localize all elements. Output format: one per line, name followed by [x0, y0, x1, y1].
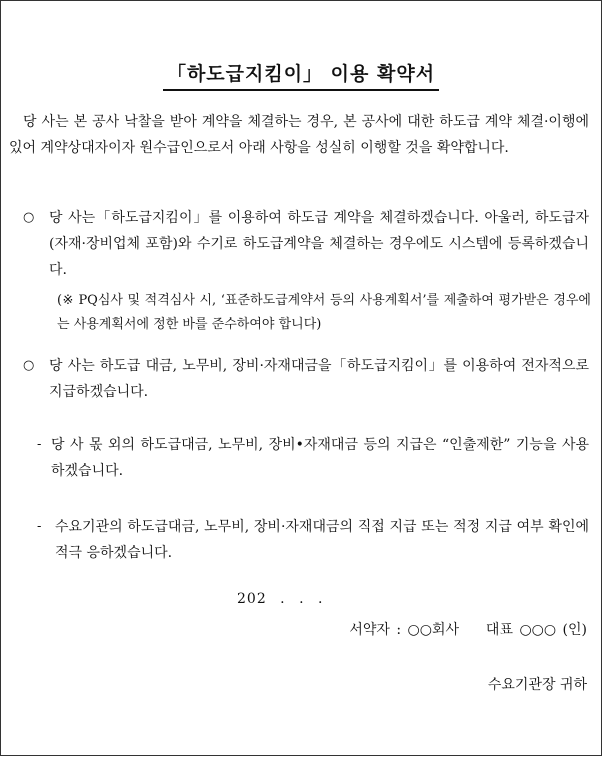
- dash-bullet-icon: -: [37, 437, 42, 452]
- pledge-item-1-note: (※ PQ심사 및 적격심사 시, ‘표준하도급계약서 등의 사용계획서’를 제출하여 평가받은 경우에는 사용계획서에 정한 바를 준수하여야 합니다): [57, 293, 591, 332]
- pledge-subitem-1: [37, 432, 589, 484]
- signer-company: ○○회사: [407, 622, 460, 638]
- signer-rep-name: ○○○: [519, 622, 557, 638]
- pledge-subitem-2: [37, 514, 589, 566]
- pledge-subitem-2-text: 수요기관의 하도급대금, 노무비, 장비·자재대금의 직접 지급 또는 적정 지급 여부 확인에 적극 응하겠습니다.: [55, 519, 589, 561]
- pledge-item-2: [23, 353, 589, 405]
- signer-seal: (인): [562, 622, 587, 638]
- circle-bullet-icon: ○: [23, 210, 35, 225]
- signer-rep-label: 대표: [485, 622, 513, 638]
- signer-label: 서약자 :: [349, 622, 402, 638]
- document-title-text: 「하도급지킴이」 이용 확약서: [163, 59, 439, 91]
- document-title: [1, 59, 601, 91]
- pledge-item-1: [23, 205, 589, 283]
- intro-paragraph: 당 사는 본 공사 낙찰을 받아 계약을 체결하는 경우, 본 공사에 대한 하도급 계약 체결·이행에 있어 계약상대자이자 원수급인으로서 아래 사항을 성실히 이행할 것을 확약합니다.: [9, 114, 589, 156]
- pledge-item-2-text: 당 사는 하도급 대금, 노무비, 장비·자재대금을「하도급지킴이」를 이용하여 전자적으로 지급하겠습니다.: [49, 358, 589, 400]
- dash-bullet-icon: -: [37, 519, 42, 534]
- recipient-line: 수요기관장 귀하: [487, 677, 587, 693]
- pledge-item-1-text: 당 사는「하도급지킴이」를 이용하여 하도급 계약을 체결하겠습니다. 아울러, 하도급자(자재·장비업체 포함)와 수기로 하도급계약을 체결하는 경우에도 시스템에 등록하겠습니다.: [49, 210, 589, 278]
- pledge-date: 202 . . .: [237, 591, 324, 607]
- pledge-subitem-1-text: 당 사 몫 외의 하도급대금, 노무비, 장비•자재대금 등의 지급은 “인출제한” 기능을 사용하겠습니다.: [51, 437, 589, 479]
- circle-bullet-icon: ○: [23, 358, 35, 373]
- signer-line: [349, 619, 587, 639]
